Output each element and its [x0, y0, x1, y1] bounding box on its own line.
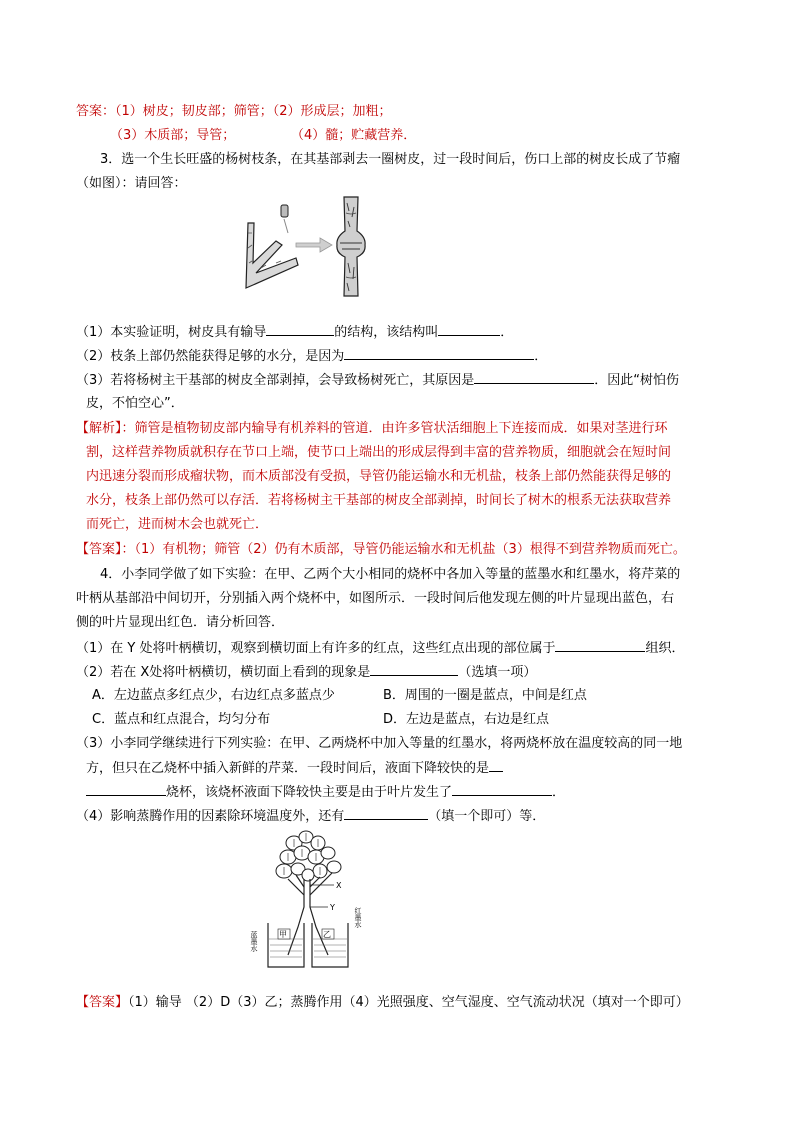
q3-sub1-text-c: ．	[500, 325, 514, 340]
q4-sub-1	[76, 639, 685, 658]
q4-intro-2: 叶柄从基部沿中间切开，分别插入两个烧杯中，如图所示．一段时间后他发现左侧的叶片显现出蓝色，右	[76, 591, 675, 606]
q4-sub2-text-b: （选填一项）	[458, 665, 537, 680]
q4-sub-4	[76, 807, 545, 826]
q3-analysis-line-1	[76, 420, 668, 438]
q3-sub-1	[76, 323, 513, 342]
option-d: D．左边是蓝点，右边是红点	[383, 712, 550, 727]
q3-sub-2	[76, 347, 547, 366]
q4-sub-3: （3）小李同学继续进行下列实验：在甲、乙两烧杯中加入等量的红墨水，将两烧杯放在温度较高的同一地	[76, 736, 683, 751]
q3-answer-text: ：（1）有机物；筛管（2）仍有木质部，导管仍能运输水和无机盐（3）根得不到营养物质而死亡。	[121, 542, 686, 557]
blank-4[interactable]	[474, 371, 594, 384]
q4-sub1-text-a: （1）在 Y 处将叶柄横切，观察到横切面上有许多的红点，这些红点出现的部位属于	[76, 641, 556, 656]
marker-x: X	[336, 881, 342, 890]
poplar-branch-figure	[236, 193, 376, 298]
q4-answer-text: （1）输导 （2）D（3）乙；蒸腾作用（4）光照强度、空气湿度、空气流动状况（填对一个即可）	[128, 995, 689, 1010]
q4-sub3-text-c: 烧杯，该烧杯液面下降较快主要是由于叶片发生了	[166, 785, 453, 800]
blank-9[interactable]	[344, 807, 428, 820]
q4-sub-3-line-2	[86, 759, 503, 778]
option-a: A．左边蓝点多红点少，右边红点多蓝点少	[92, 688, 335, 703]
q3-sub3-text-a: （3）若将杨树主干基部的树皮全部剥掉，会导致杨树死亡，其原因是	[76, 373, 475, 388]
analysis-text-1: ：筛管是植物韧皮部内输导有机养料的管道．由许多管状活细胞上下连接而成．如果对茎进行环	[121, 421, 668, 436]
q3-analysis-line-2: 割，这样营养物质就积存在节口上端，使节口上端出的形成层得到丰富的营养物质，细胞就会在短时间	[86, 445, 672, 460]
q4-answer-tag: 【答案】	[76, 995, 129, 1010]
q4-sub3-text-b: 方，但只在乙烧杯中插入新鲜的芹菜．一段时间后，液面下降较快的是	[86, 761, 490, 776]
blank-1[interactable]	[266, 323, 334, 336]
q4-intro-3: 侧的叶片显现出红色．请分析回答．	[76, 615, 285, 630]
beaker-jia-label: 甲	[279, 930, 287, 939]
q4-sub1-text-b: 组织．	[645, 641, 685, 656]
blank-6[interactable]	[370, 663, 458, 676]
beaker-yi-label: 乙	[323, 930, 331, 939]
q3-intro-2: （如图）：请回答：	[76, 176, 187, 191]
blank-2[interactable]	[438, 323, 500, 336]
option-c: C．蓝点和红点混合，均匀分布	[92, 712, 271, 727]
analysis-tag: 【解析】	[76, 421, 122, 436]
answer-line-2b: （4）髓；贮藏营养．	[291, 128, 417, 143]
blank-3[interactable]	[344, 347, 534, 360]
q4-sub-3-line-3	[86, 783, 565, 802]
q3-sub-3	[76, 371, 679, 390]
marker-y: Y	[330, 903, 335, 912]
q4-sub2-text-a: （2）若在 X处将叶柄横切，横切面上看到的现象是	[76, 665, 371, 680]
blank-7b[interactable]	[86, 783, 166, 796]
q4-sub4-text-a: （4）影响蒸腾作用的因素除环境温度外，还有	[76, 809, 345, 824]
q3-sub2-text-b: ．	[534, 349, 548, 364]
blank-8[interactable]	[452, 783, 552, 796]
q3-sub3-text-b: ．因此“树怕伤	[594, 373, 680, 388]
red-ink-label: 红墨水	[354, 907, 362, 928]
blank-7a[interactable]	[489, 759, 503, 772]
blank-5[interactable]	[555, 639, 645, 652]
q3-answer	[76, 541, 686, 559]
q3-analysis-line-3: 内迅速分裂而形成瘤状物，而木质部没有受损，导管仍能运输水和无机盐，枝条上部仍然能获得足够的	[86, 469, 672, 484]
q3-sub1-text-a: （1）本实验证明，树皮具有输导	[76, 325, 267, 340]
answer-tag: 【答案】	[76, 542, 122, 557]
answer-line-1: 答案：（1）树皮；韧皮部；筛管；（2）形成层；加粗；	[76, 104, 392, 119]
q3-sub2-text-a: （2）枝条上部仍然能获得足够的水分，是因为	[76, 349, 345, 364]
answer-line-2a: （3）木质部；导管；	[110, 128, 236, 143]
q3-sub1-text-b: 的结构，该结构叫	[334, 325, 439, 340]
q3-analysis-line-5: 而死亡，进而树木会也就死亡．	[86, 517, 269, 532]
q3-intro-1: 3．选一个生长旺盛的杨树枝条，在其基部剥去一圈树皮，过一段时间后，伤口上部的树皮长成了节瘤	[100, 152, 681, 167]
q3-sub-3-cont: 皮，不怕空心”．	[86, 396, 184, 411]
q4-sub-2	[76, 663, 536, 682]
celery-beaker-figure	[248, 827, 376, 975]
q4-sub3-text-d: ．	[552, 785, 566, 800]
q4-intro-1: 4．小李同学做了如下实验：在甲、乙两个大小相同的烧杯中各加入等量的蓝墨水和红墨水，将芹菜的	[100, 567, 681, 582]
q3-analysis-line-4: 水分，枝条上部仍然可以存活．若将杨树主干基部的树皮全部剥掉，时间长了树木的根系无法获取营养	[86, 493, 672, 508]
option-b: B．周围的一圈是蓝点，中间是红点	[383, 688, 587, 703]
q4-answer	[76, 994, 689, 1012]
q4-sub4-text-b: （填一个即可）等．	[428, 809, 546, 824]
blue-ink-label: 蓝墨水	[250, 931, 258, 952]
